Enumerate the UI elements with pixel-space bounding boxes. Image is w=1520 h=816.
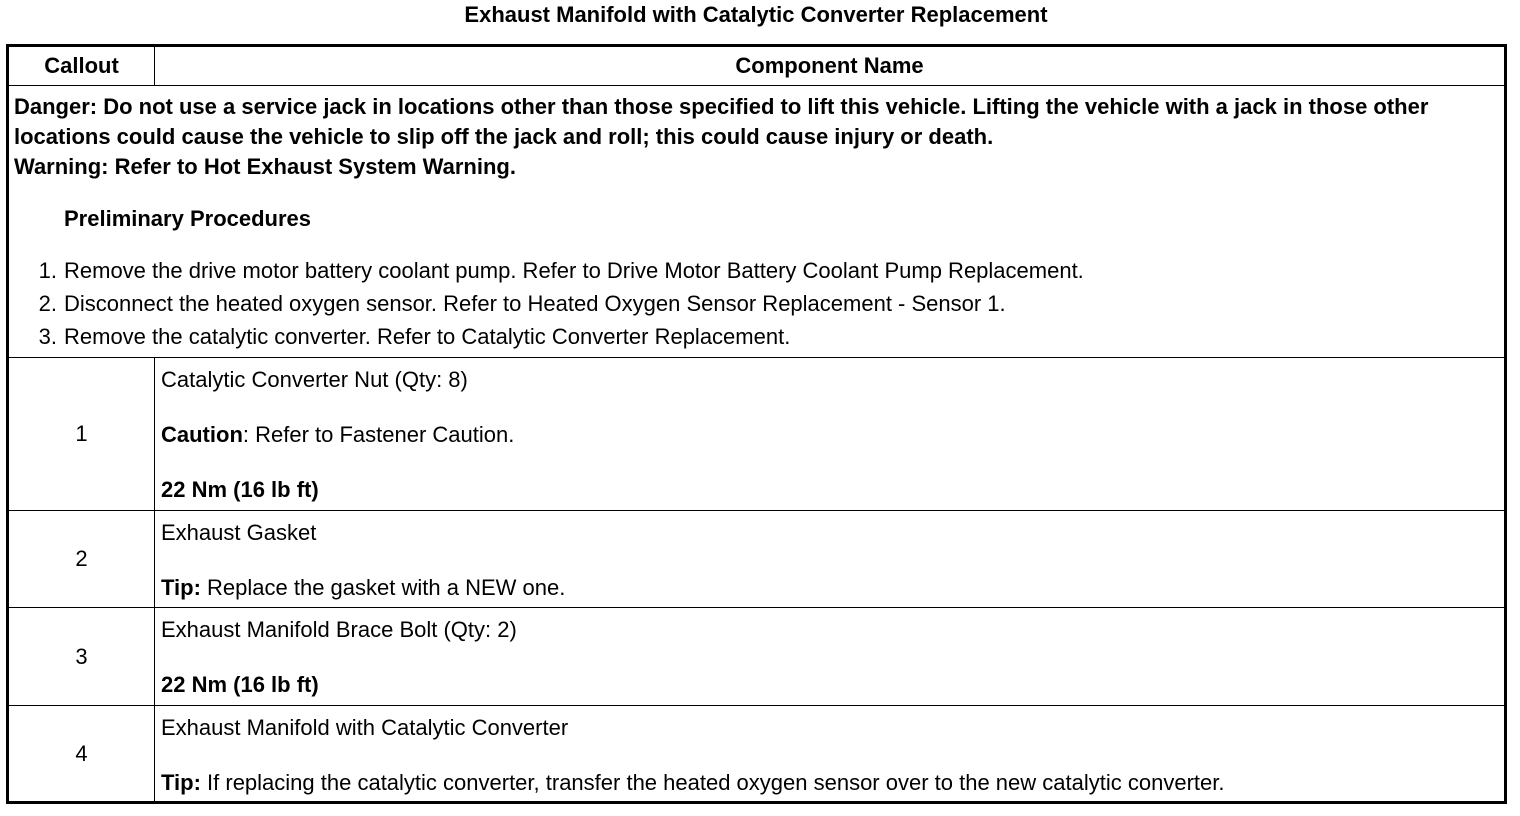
step-number: 1. [38,258,57,283]
callout-number: 4 [8,706,155,803]
preliminary-step [14,320,1496,353]
preliminary-step [14,287,1496,320]
step-text: Remove the catalytic converter. Refer to Catalytic Converter Replacement. [64,324,791,349]
callout-header: Callout [8,46,155,86]
torque-value: 22 Nm (16 lb ft) [161,672,319,697]
torque-spec [161,670,1504,699]
component-cell [155,706,1506,803]
table-row [8,608,1506,706]
table-row [8,358,1506,511]
step-number: 3. [38,324,57,349]
callout-number: 3 [8,608,155,706]
callout-number: 2 [8,511,155,608]
table-row [8,511,1506,608]
table-row [8,706,1506,803]
step-text: Disconnect the heated oxygen sensor. Refer to Heated Oxygen Sensor Replacement - Sensor 1. [64,291,1006,316]
tip-label: Tip: [161,770,201,795]
caution-text: : Refer to Fastener Caution. [242,422,515,447]
torque-spec [161,475,1504,504]
callout-number: 1 [8,358,155,511]
caution-label: Caution [161,422,243,447]
component-cell [155,511,1506,608]
preliminary-procedures-heading: Preliminary Procedures [64,206,312,231]
component-cell [155,358,1506,511]
component-name: Catalytic Converter Nut (Qty: 8) [161,367,468,392]
danger-notice: Danger: Do not use a service jack in locations other than those specified to lift this vehicle. Lifting the vehicle with a jack in those other locations could cause the vehicle to slip off the jack and roll; this could cause injury or death. [14,94,1429,149]
table-header-row [8,46,1506,86]
component-name: Exhaust Manifold Brace Bolt (Qty: 2) [161,617,517,642]
warning-notice: Warning: Refer to Hot Exhaust System Warning. [14,154,516,179]
component-name: Exhaust Gasket [161,520,317,545]
procedure-table [6,44,1507,804]
tip-note [161,573,1504,602]
component-cell [155,608,1506,706]
page-title: Exhaust Manifold with Catalytic Converter Replacement [464,2,1048,27]
preliminary-step [14,254,1496,287]
tip-note [161,768,1504,797]
tip-text: If replacing the catalytic converter, transfer the heated oxygen sensor over to the new catalytic converter. [200,770,1225,795]
step-number: 2. [38,291,57,316]
component-name-header: Component Name [155,46,1506,86]
tip-text: Replace the gasket with a NEW one. [200,575,566,600]
tip-label: Tip: [161,575,201,600]
caution-note [161,420,1504,449]
torque-value: 22 Nm (16 lb ft) [161,477,319,502]
component-name: Exhaust Manifold with Catalytic Converter [161,715,569,740]
preliminary-steps-list [14,254,1496,353]
preliminary-cell [8,86,1506,358]
step-text: Remove the drive motor battery coolant pump. Refer to Drive Motor Battery Coolant Pump Replacement. [64,258,1084,283]
preliminary-row [8,86,1506,358]
